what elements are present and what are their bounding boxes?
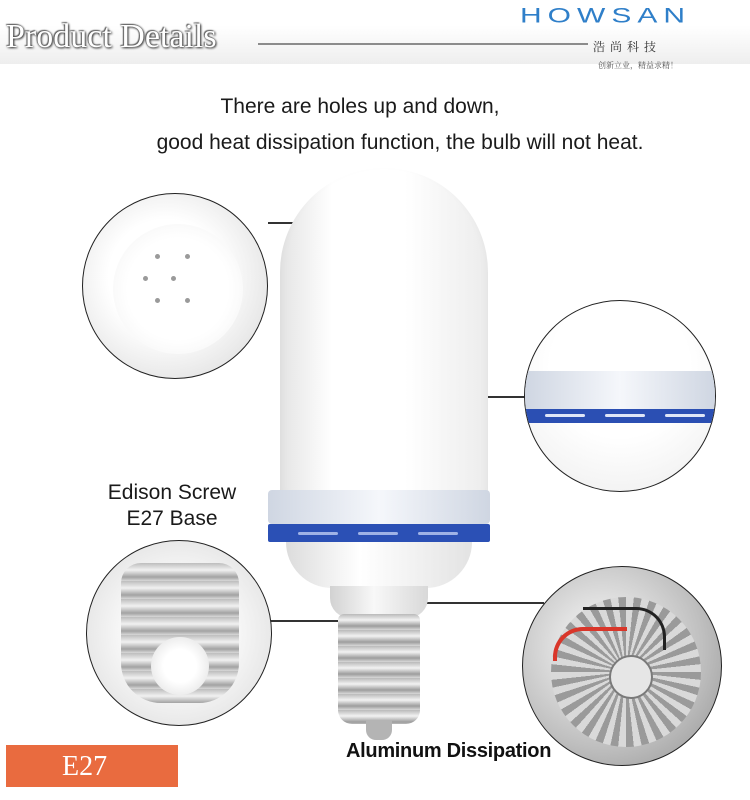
brand-chinese-name: 浩尚科技 — [593, 40, 662, 54]
air-hole — [155, 298, 160, 303]
edison-label-line-2: E27 Base — [126, 507, 218, 530]
intro-line-2: good heat dissipation function, the bulb will not heat. — [156, 131, 644, 154]
page-title: Product Details — [6, 18, 217, 55]
edison-label-line-1: Edison Screw — [107, 481, 237, 504]
bulb-contact-tip — [366, 720, 392, 740]
intro-line-1: There are holes up and down, — [220, 95, 500, 118]
screw-contact-closeup — [151, 637, 209, 695]
bulb-collar — [286, 542, 472, 588]
black-wire — [583, 607, 666, 650]
air-hole — [143, 276, 148, 281]
aluminum-core — [609, 655, 653, 699]
bulb-e27-screw-base — [338, 614, 420, 724]
air-hole — [185, 298, 190, 303]
air-hole — [155, 254, 160, 259]
detail-circle-aluminum-interior — [522, 566, 722, 766]
blue-ring-closeup — [525, 409, 715, 423]
air-hole — [171, 276, 176, 281]
air-hole — [185, 254, 190, 259]
aluminum-dissipation-label: Aluminum Dissipation — [346, 740, 552, 762]
detail-circle-screw-base — [86, 540, 272, 726]
bulb-blue-vent-ring — [268, 524, 490, 542]
header-divider — [258, 43, 588, 45]
e27-badge-text: E27 — [62, 751, 108, 782]
bulb-dome-closeup — [113, 224, 243, 354]
brand-tagline: 创新立业，精益求精！ — [598, 61, 678, 70]
edison-screw-label — [92, 480, 252, 532]
detail-circle-vent-ring — [524, 300, 716, 492]
clear-ring-closeup — [525, 371, 715, 409]
detail-circle-top-holes — [82, 193, 268, 379]
brand-logo-text: HOWSAN — [520, 4, 691, 28]
leader-line-screw — [270, 620, 342, 622]
bulb-clear-ring — [268, 490, 490, 524]
bulb-glass-body — [280, 168, 488, 508]
